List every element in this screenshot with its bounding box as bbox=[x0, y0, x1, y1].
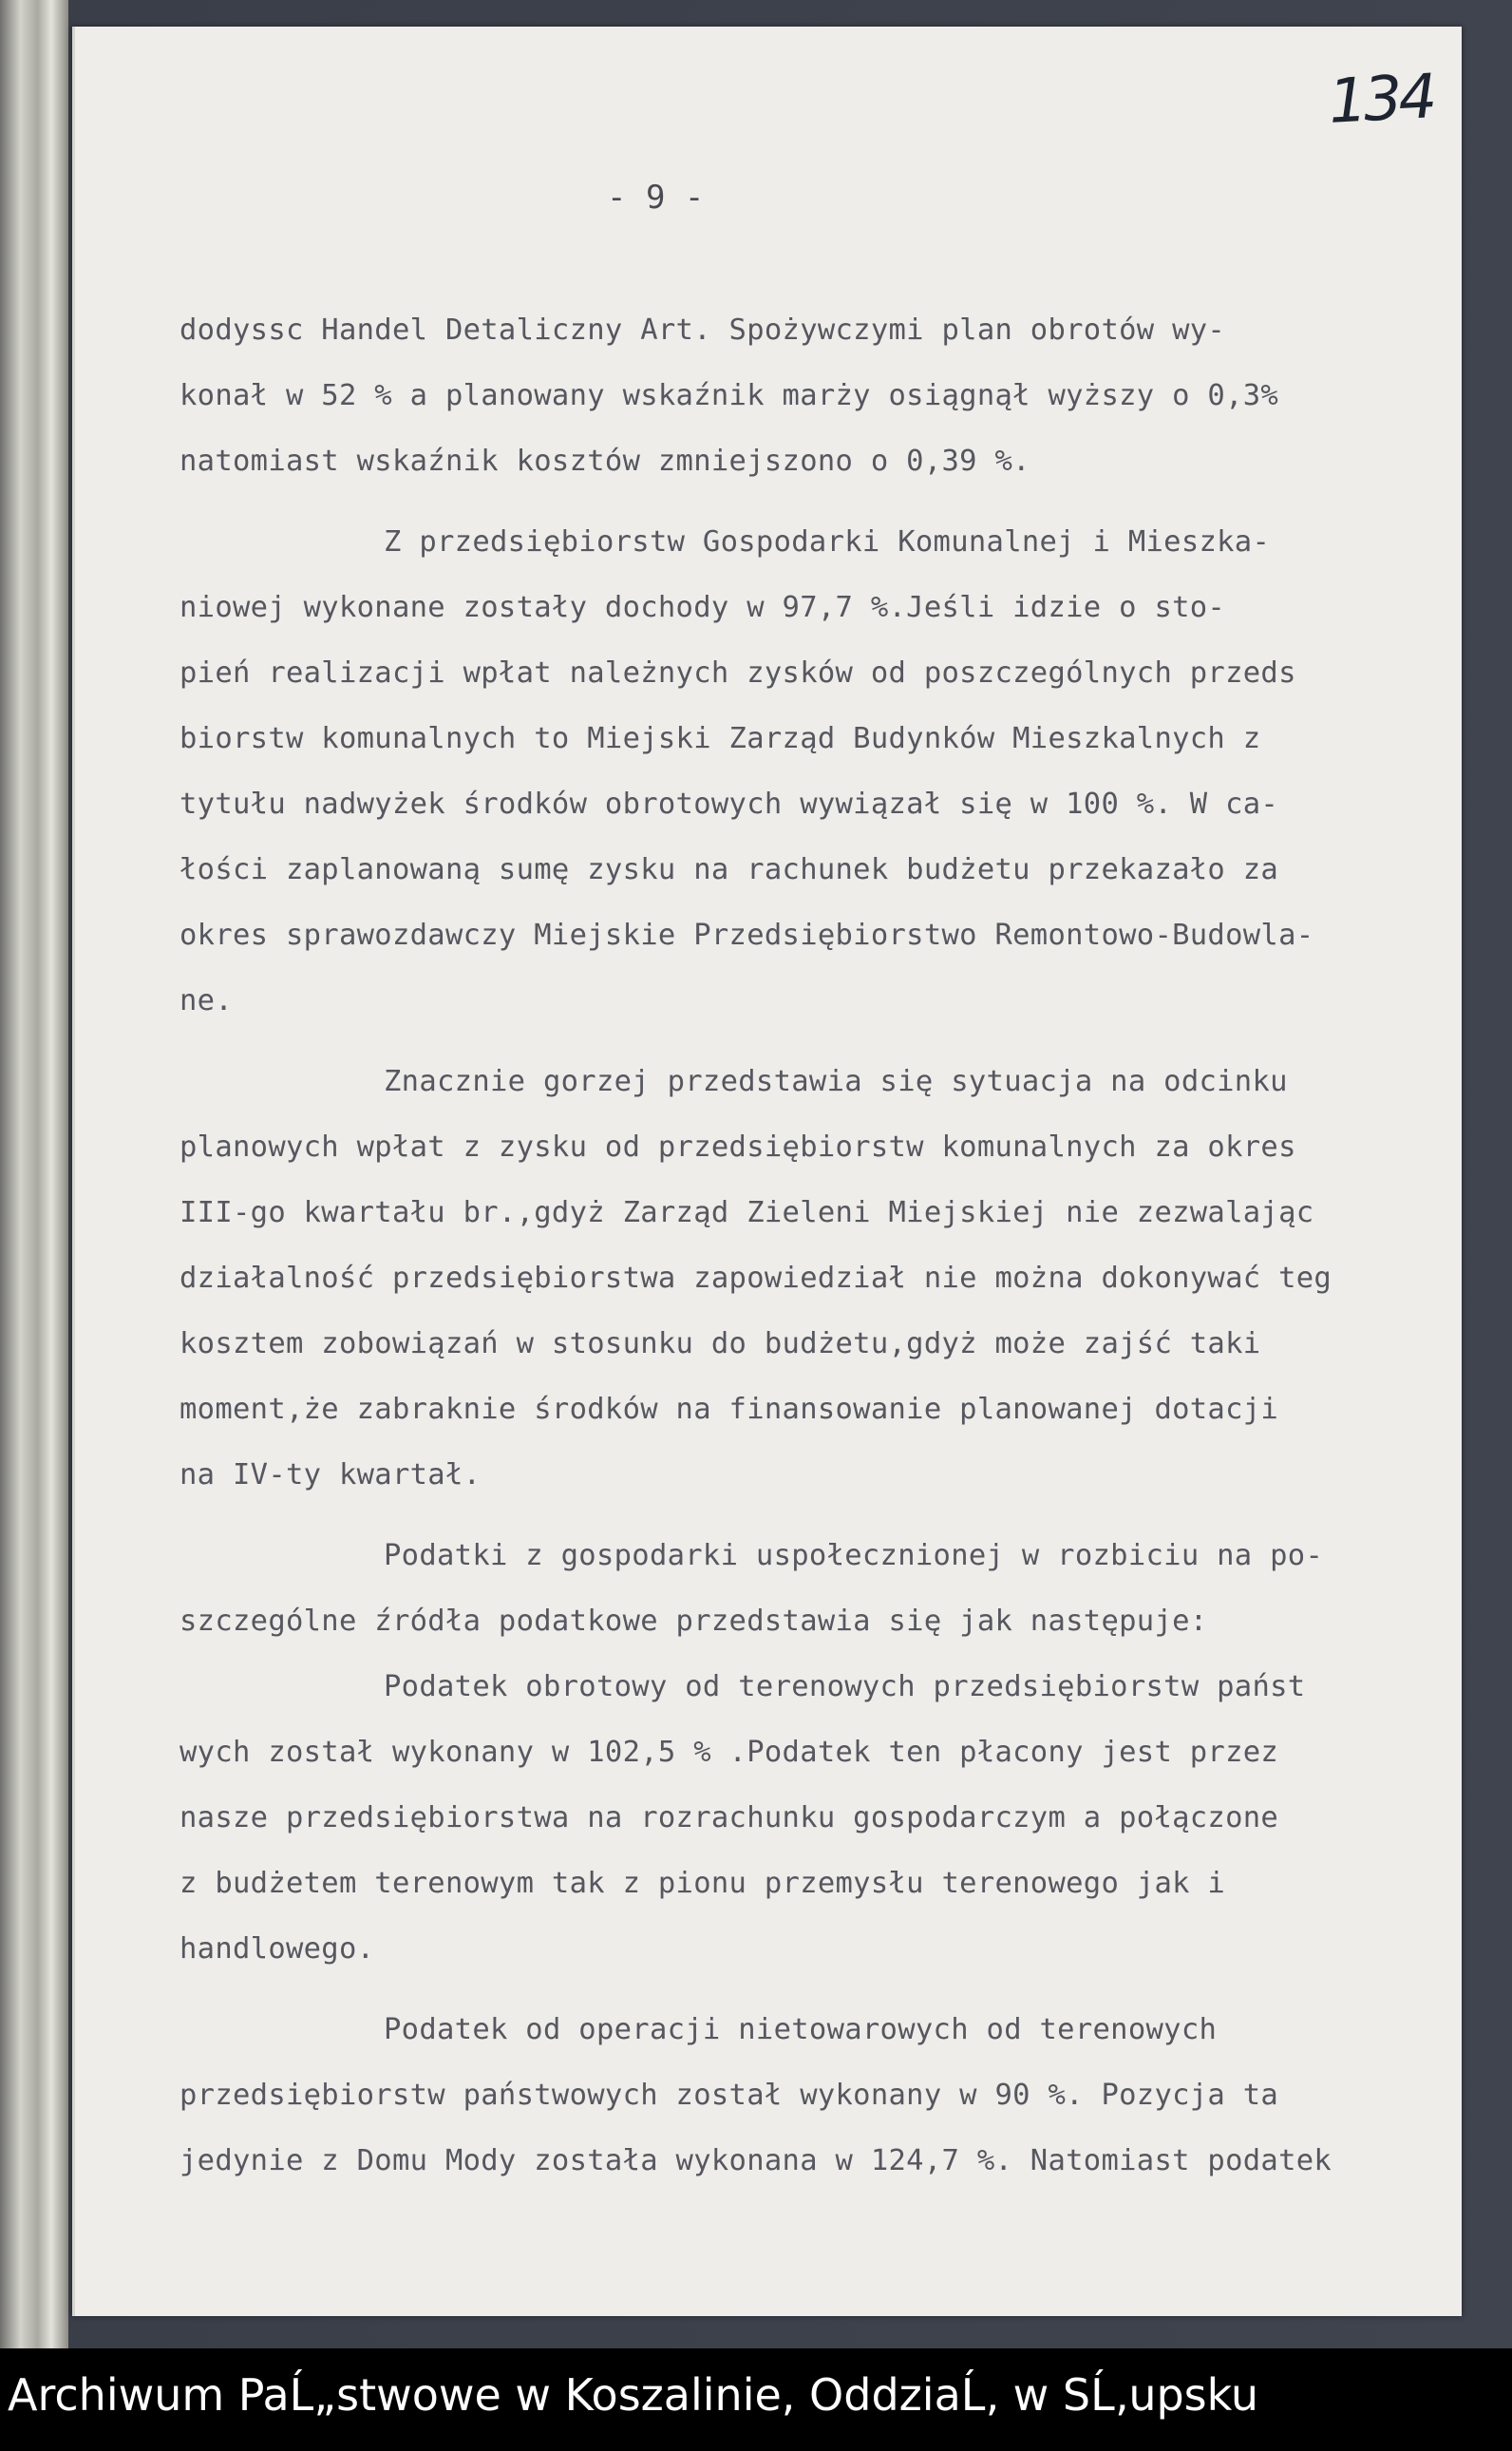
paragraph-gap bbox=[180, 1982, 1443, 1997]
text-line: kosztem zobowiązań w stosunku do budżetu,gdyż może zajść taki bbox=[180, 1327, 1261, 1360]
text-line: działalność przedsiębiorstwa zapowiedział nie można dokonywać teg bbox=[180, 1262, 1332, 1295]
text-line: nasze przedsiębiorstwa na rozrachunku gospodarczym a połączone bbox=[180, 1801, 1279, 1834]
text-line: Z przedsiębiorstw Gospodarki Komunalnej i Mieszka- bbox=[384, 525, 1271, 559]
text-line: jedynie z Domu Mody została wykonana w 124,7 %. Natomiast podatek bbox=[180, 2144, 1332, 2177]
text-line: dodyssc Handel Detaliczny Art. Spożywczymi plan obrotów wy- bbox=[180, 314, 1226, 347]
text-line: przedsiębiorstw państwowych został wykonany w 90 %. Pozycja ta bbox=[180, 2079, 1279, 2112]
text-line: Podatek obrotowy od terenowych przedsiębiorstw państ bbox=[384, 1670, 1306, 1703]
text-line: konał w 52 % a planowany wskaźnik marży osiągnął wyższy o 0,3% bbox=[180, 379, 1279, 412]
paragraph-gap bbox=[180, 1034, 1443, 1049]
text-line: handlowego. bbox=[180, 1932, 375, 1966]
page-number: - 9 - bbox=[607, 179, 705, 217]
folio-number-handwritten: 134 bbox=[1326, 62, 1435, 138]
paragraph-gap bbox=[180, 1508, 1443, 1523]
text-line: ne. bbox=[180, 984, 233, 1017]
text-line: z budżetem terenowym tak z pionu przemysłu terenowego jak i bbox=[180, 1867, 1226, 1900]
text-line: planowych wpłat z zysku od przedsiębiorstw komunalnych za okres bbox=[180, 1130, 1296, 1164]
text-line: biorstw komunalnych to Miejski Zarząd Budynków Mieszkalnych z bbox=[180, 722, 1261, 755]
text-line: wych został wykonany w 102,5 % .Podatek ten płacony jest przez bbox=[180, 1736, 1279, 1769]
text-line: Znacznie gorzej przedstawia się sytuacja na odcinku bbox=[384, 1065, 1288, 1098]
text-line: na IV-ty kwartał. bbox=[180, 1458, 482, 1492]
typed-text-body bbox=[180, 297, 1443, 2194]
text-line: szczególne źródła podatkowe przedstawia się jak następuje: bbox=[180, 1605, 1208, 1638]
book-binding-edge bbox=[0, 0, 68, 2348]
text-line: pień realizacji wpłat należnych zysków od poszczególnych przeds bbox=[180, 656, 1296, 690]
text-line: okres sprawozdawczy Miejskie Przedsiębiorstwo Remontowo-Budowla- bbox=[180, 919, 1314, 952]
text-line: tytułu nadwyżek środków obrotowych wywiązał się w 100 %. W ca- bbox=[180, 788, 1279, 821]
text-line: moment,że zabraknie środków na finansowanie planowanej dotacji bbox=[180, 1393, 1279, 1426]
text-line: III-go kwartału br.,gdyż Zarząd Zieleni Miejskiej nie zezwalając bbox=[180, 1196, 1314, 1229]
text-line: łości zaplanowaną sumę zysku na rachunek budżetu przekazało za bbox=[180, 853, 1279, 886]
text-line: Podatek od operacji nietowarowych od terenowych bbox=[384, 2013, 1218, 2046]
text-line: niowej wykonane zostały dochody w 97,7 %.Jeśli idzie o sto- bbox=[180, 591, 1226, 624]
text-line: Podatki z gospodarki uspołecznionej w rozbiciu na po- bbox=[384, 1539, 1324, 1572]
archive-caption: Archiwum PaĹ„stwowe w Koszalinie, OddziaĹ‚ w SĹ‚upsku bbox=[8, 2369, 1259, 2421]
paragraph-gap bbox=[180, 494, 1443, 509]
archive-caption-bar bbox=[0, 2348, 1512, 2451]
document-page bbox=[72, 27, 1462, 2316]
text-line: natomiast wskaźnik kosztów zmniejszono o 0,39 %. bbox=[180, 445, 1030, 478]
